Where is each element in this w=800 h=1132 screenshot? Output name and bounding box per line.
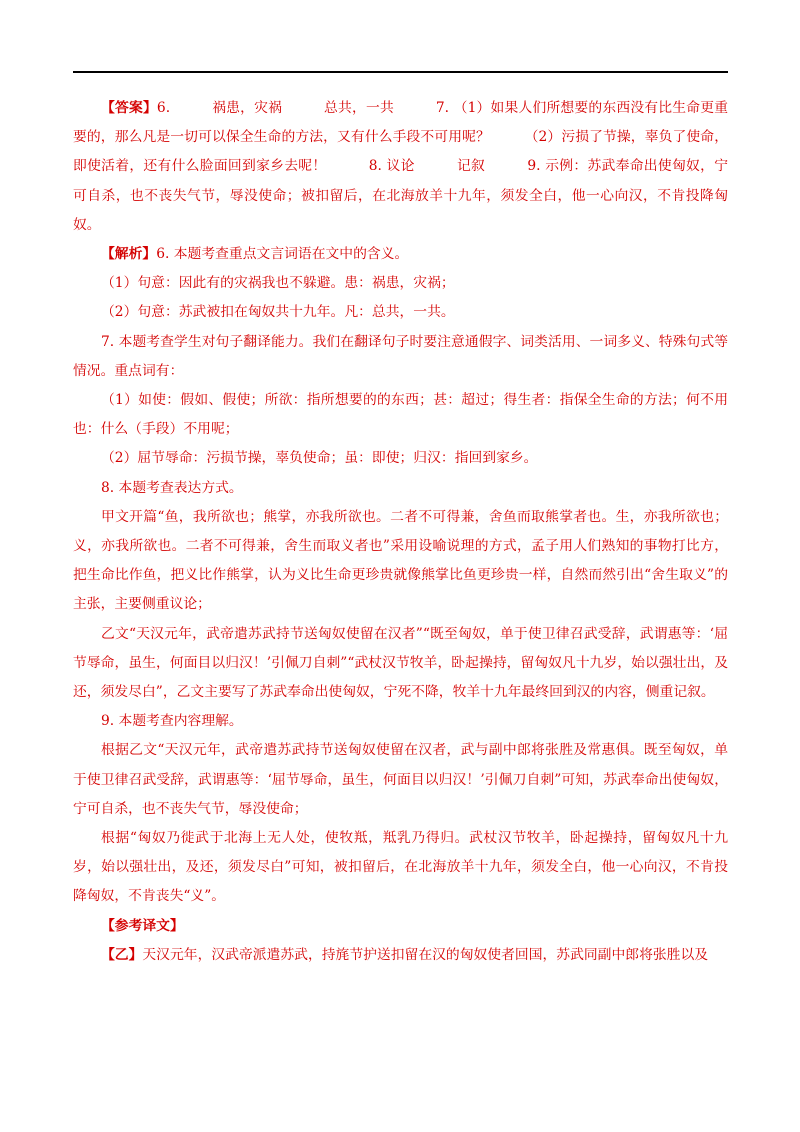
answer-paragraph bbox=[73, 94, 728, 240]
q9-paragraph-a: 根据乙文“天汉元年，武帝遣苏武持节送匈奴使留在汉者，武与副中郎将张胜及常惠俱。既至匈奴，单于使卫律召武受辞，武谓惠等：‘屈节辱命，虽生，何面目以归汉！’引佩刀自刺”可知，苏武奉命出使匈奴，宁可自杀，也不丧失气节，辱没使命； bbox=[73, 742, 728, 817]
document-body bbox=[73, 94, 728, 970]
analysis-tag: 【解析】 bbox=[101, 246, 157, 263]
q7-item-2: （2）屈节辱命：污损节操，辜负使命；虽：即使；归汉：指回到家乡。 bbox=[101, 450, 538, 467]
translation-tag: 【参考译文】 bbox=[101, 917, 184, 934]
q9-paragraph: 9. 本题考查内容理解。 bbox=[101, 713, 243, 730]
q6-item-1: （1）句意：因此有的灾祸我也不躲避。患：祸患，灾祸； bbox=[101, 275, 455, 292]
header-rule bbox=[73, 71, 728, 73]
translation-yi-tag: 【乙】 bbox=[101, 946, 143, 963]
answer-text: 6. 祸患，灾祸 总共，一共 7. （1）如果人们所想要的东西没有比生命更重要的，那么凡是一切可以保全生命的方法，又有什么手段不可用呢？ （2）污损了节操，辜负了使命，即使活着，还有什么脸面回到家乡去呢！ 8. 议论 记叙 9. 示例：苏武奉命出使匈奴，宁可自杀，也不丧失气节，辱没使命；被扣留后，在北海放羊十九年，须发全白，他一心向汉，不肯投降匈奴。 bbox=[73, 100, 728, 233]
translation-yi-text: 天汉元年，汉武帝派遣苏武，持旄节护送扣留在汉的匈奴使者回国，苏武同副中郎将张胜以及 bbox=[142, 946, 709, 963]
q8-yi-paragraph: 乙文“天汉元年，武帝遣苏武持节送匈奴使留在汉者”“既至匈奴，单于使卫律召武受辞，武谓惠等：‘屈节辱命，虽生，何面目以归汉！’引佩刀自刺”“武杖汉节牧羊，卧起操持，留匈奴凡十九岁，始以强壮出，及还，须发尽白”，乙文主要写了苏武奉命出使匈奴，宁死不降，牧羊十九年最终回到汉的内容，侧重记叙。 bbox=[73, 625, 728, 701]
analysis-lead bbox=[73, 240, 728, 269]
q9-paragraph-b: 根据“匈奴乃徙武于北海上无人处，使牧羝，羝乳乃得归。武杖汉节牧羊，卧起操持，留匈奴凡十九岁，始以强壮出，及还，须发尽白”可知，被扣留后，在北海放羊十九年，须发全白，他一心向汉，不肯投降匈奴，不肯丧失“义”。 bbox=[73, 830, 728, 905]
analysis-lead-text: 6. 本题考查重点文言词语在文中的含义。 bbox=[156, 246, 409, 263]
translation-heading bbox=[73, 912, 728, 941]
answer-tag: 【答案】 bbox=[101, 100, 157, 116]
q7-item-1: （1）如使：假如、假使；所欲：指所想要的的东西；甚：超过；得生者：指保全生命的方法；何不用也：什么（手段）不用呢； bbox=[73, 392, 728, 438]
q7-paragraph: 7. 本题考查学生对句子翻译能力。我们在翻译句子时要注意通假字、词类活用、一词多义、特殊句式等情况。重点词有： bbox=[73, 333, 728, 379]
translation-yi-paragraph bbox=[73, 941, 728, 970]
q8-jia-paragraph: 甲文开篇“鱼，我所欲也；熊掌，亦我所欲也。二者不可得兼，舍鱼而取熊掌者也。生，亦我所欲也；义，亦我所欲也。二者不可得兼，舍生而取义者也”采用设喻说理的方式，孟子用人们熟知的事物打比方，把生命比作鱼，把义比作熊掌，认为义比生命更珍贵就像熊掌比鱼更珍贵一样，自然而然引出“舍生取义”的主张，主要侧重议论； bbox=[73, 508, 728, 613]
q8-paragraph: 8. 本题考查表达方式。 bbox=[101, 479, 243, 496]
q6-item-2: （2）句意：苏武被扣在匈奴共十九年。凡：总共，一共。 bbox=[101, 304, 455, 321]
